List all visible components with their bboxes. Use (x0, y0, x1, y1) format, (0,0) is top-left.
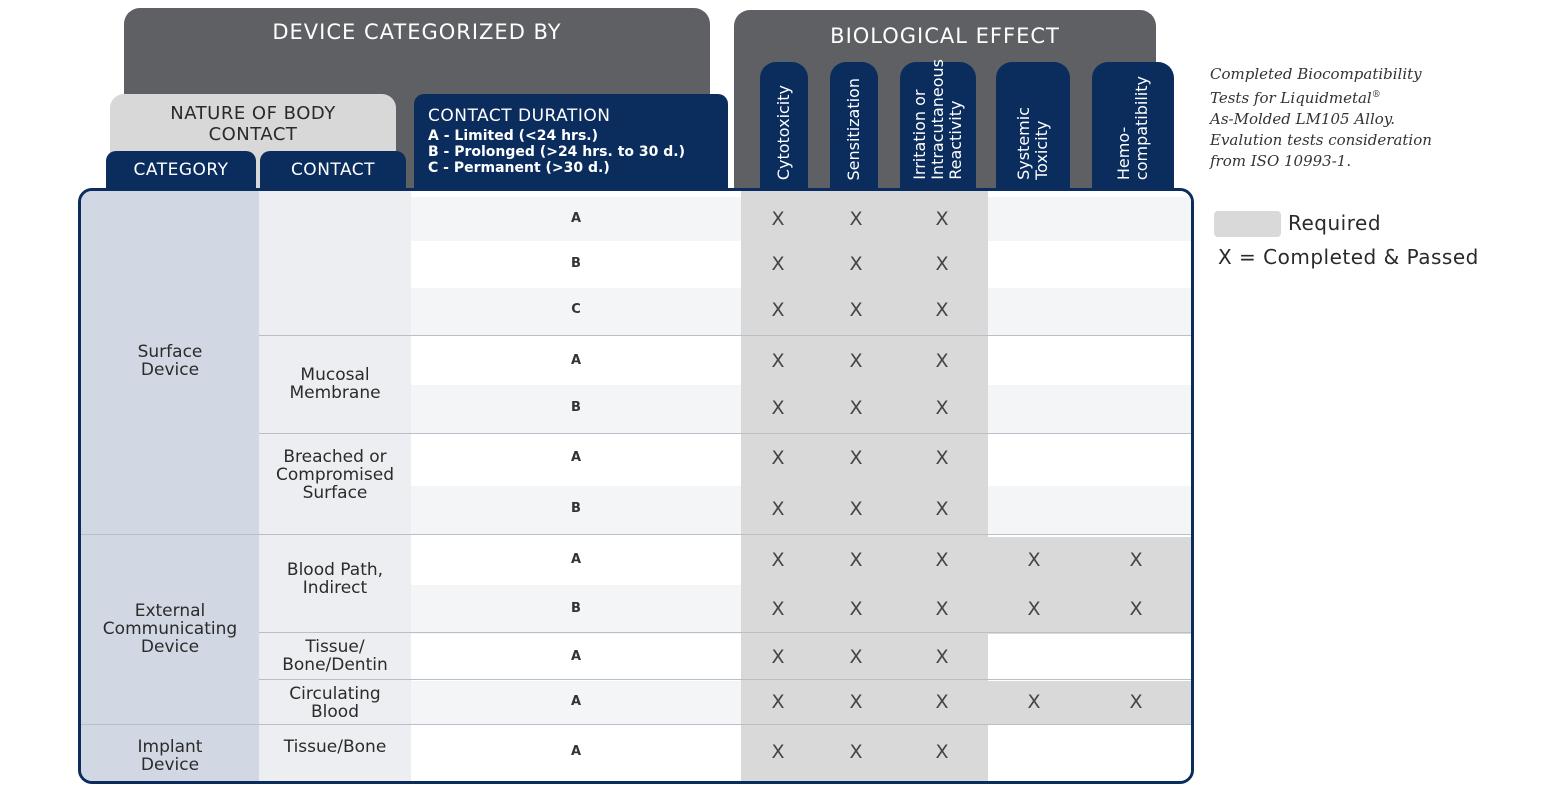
completed-mark: X (935, 253, 949, 275)
completed-mark: X (935, 691, 949, 713)
duration-cell: B (571, 501, 581, 516)
completed-mark: X (935, 299, 949, 321)
completed-mark: X (935, 646, 949, 668)
row-divider (81, 724, 1194, 725)
duration-cell: A (570, 649, 582, 664)
contact-tissue-bone: Tissue/Bone (283, 737, 387, 757)
category-implant-device: Implant Device (137, 737, 203, 775)
required-label: Required (1288, 211, 1382, 235)
optional-row-stripe (988, 288, 1194, 336)
contact-tissue-bone-dentin: Tissue/ Bone/Dentin (282, 637, 388, 675)
cytotoxicity-header (760, 62, 808, 188)
completed-mark: X (935, 498, 949, 520)
completed-mark: X (771, 691, 785, 713)
completed-mark: X (849, 397, 863, 419)
nature-of-body-contact-title: NATURE OF BODY CONTACT (170, 103, 336, 145)
completed-mark: X (771, 646, 785, 668)
device-categorized-by-title: DEVICE CATEGORIZED BY (272, 20, 562, 44)
required-row-extension (988, 585, 1194, 634)
contact-mucosal-membrane: Mucosal Membrane (289, 365, 381, 403)
completed-mark: X (935, 397, 949, 419)
completed-mark: X (935, 350, 949, 372)
contact-circulating-blood: Circulating Blood (289, 684, 381, 722)
completed-mark: X (935, 549, 949, 571)
duration-cell: A (570, 353, 582, 368)
completed-mark: X (935, 208, 949, 230)
cytotoxicity-label: Cytotoxicity (774, 84, 793, 180)
completed-mark: X (849, 253, 863, 275)
legend-note-line3: As-Molded LM105 Alloy. (1210, 110, 1396, 128)
completed-mark: X (771, 549, 785, 571)
completed-mark: X (771, 498, 785, 520)
legend-note-line1: Completed Biocompatibility (1210, 65, 1422, 83)
row-divider (259, 433, 1194, 434)
registered-mark: ® (1371, 90, 1381, 100)
completed-mark: X (849, 447, 863, 469)
optional-row-stripe (988, 385, 1194, 433)
completed-mark: X (849, 549, 863, 571)
irritation-header (900, 59, 976, 188)
completed-mark: X (771, 299, 785, 321)
completed-mark: X (849, 208, 863, 230)
optional-row-stripe (988, 486, 1194, 534)
completed-mark: X (1129, 691, 1143, 713)
duration-cell: A (570, 211, 582, 226)
completed-mark: X (849, 299, 863, 321)
duration-cell: A (570, 552, 582, 567)
contact-title: CONTACT (290, 159, 376, 180)
completed-mark: X (935, 598, 949, 620)
systemic-toxicity-label: Systemic Toxicity (1014, 107, 1051, 180)
category-external-communicating-device: External Communicating Device (102, 601, 238, 657)
completed-mark: X (771, 741, 785, 763)
completed-mark: X (849, 691, 863, 713)
completed-mark: X (849, 350, 863, 372)
contact-breached-surface: Breached or Compromised Surface (275, 447, 395, 503)
duration-cell: A (570, 694, 582, 709)
legend-note-line2-text: Tests for Liquidmetal (1210, 89, 1372, 107)
required-row-extension (988, 537, 1194, 585)
hemocompatibility-header (1092, 62, 1174, 188)
contact-blood-path-indirect: Blood Path, Indirect (286, 560, 384, 598)
completed-mark: X (771, 447, 785, 469)
duration-cell: B (571, 256, 581, 271)
category-title: CATEGORY (133, 159, 229, 180)
irritation-label: Irritation or Intracutaneous Reactivity (910, 59, 965, 180)
completed-mark: X (849, 598, 863, 620)
row-divider (259, 632, 1194, 633)
completed-mark: X (1027, 691, 1041, 713)
completed-mark: X (1027, 598, 1041, 620)
completed-mark: X (1129, 598, 1143, 620)
optional-row-stripe (988, 197, 1194, 241)
required-swatch (1214, 211, 1281, 237)
contact-duration-header (414, 94, 728, 188)
duration-cell: A (570, 450, 582, 465)
completed-mark: X (771, 397, 785, 419)
sensitization-label: Sensitization (844, 77, 863, 180)
biological-effect-title: BIOLOGICAL EFFECT (830, 24, 1060, 48)
contact-duration-title: CONTACT DURATION (428, 106, 611, 126)
row-divider (259, 679, 1194, 680)
required-row-extension (988, 681, 1194, 725)
duration-cell: C (571, 302, 581, 317)
completed-mark: X (849, 646, 863, 668)
completed-mark: X (1129, 549, 1143, 571)
duration-a-legend: A - Limited (<24 hrs.) (428, 128, 598, 144)
sensitization-header (830, 62, 878, 188)
completed-label: X = Completed & Passed (1218, 245, 1479, 269)
biocompatibility-table (78, 188, 1194, 784)
completed-mark: X (935, 741, 949, 763)
completed-mark: X (771, 253, 785, 275)
legend-note-line2 (1210, 85, 1540, 109)
completed-mark: X (935, 447, 949, 469)
legend-note (1210, 64, 1540, 172)
category-header (106, 151, 256, 188)
duration-c-legend: C - Permanent (>30 d.) (428, 160, 610, 176)
optional-region (988, 191, 1194, 781)
category-surface-device: Surface Device (137, 342, 203, 380)
legend-note-line4: Evalution tests consideration (1210, 131, 1432, 149)
duration-cell: B (571, 400, 581, 415)
completed-mark: X (771, 350, 785, 372)
systemic-toxicity-header (996, 62, 1070, 188)
legend-note-line5: from ISO 10993-1. (1210, 152, 1352, 170)
row-divider (81, 534, 1194, 535)
completed-mark: X (849, 498, 863, 520)
duration-cell: A (570, 744, 582, 759)
duration-cell: B (571, 601, 581, 616)
completed-mark: X (1027, 549, 1041, 571)
duration-column (411, 191, 741, 781)
completed-mark: X (771, 208, 785, 230)
completed-mark: X (771, 598, 785, 620)
hemocompatibility-label: Hemo- compatibility (1114, 75, 1151, 180)
row-divider (259, 335, 1194, 336)
duration-b-legend: B - Prolonged (>24 hrs. to 30 d.) (428, 144, 685, 160)
completed-mark: X (849, 741, 863, 763)
contact-header (260, 151, 406, 188)
